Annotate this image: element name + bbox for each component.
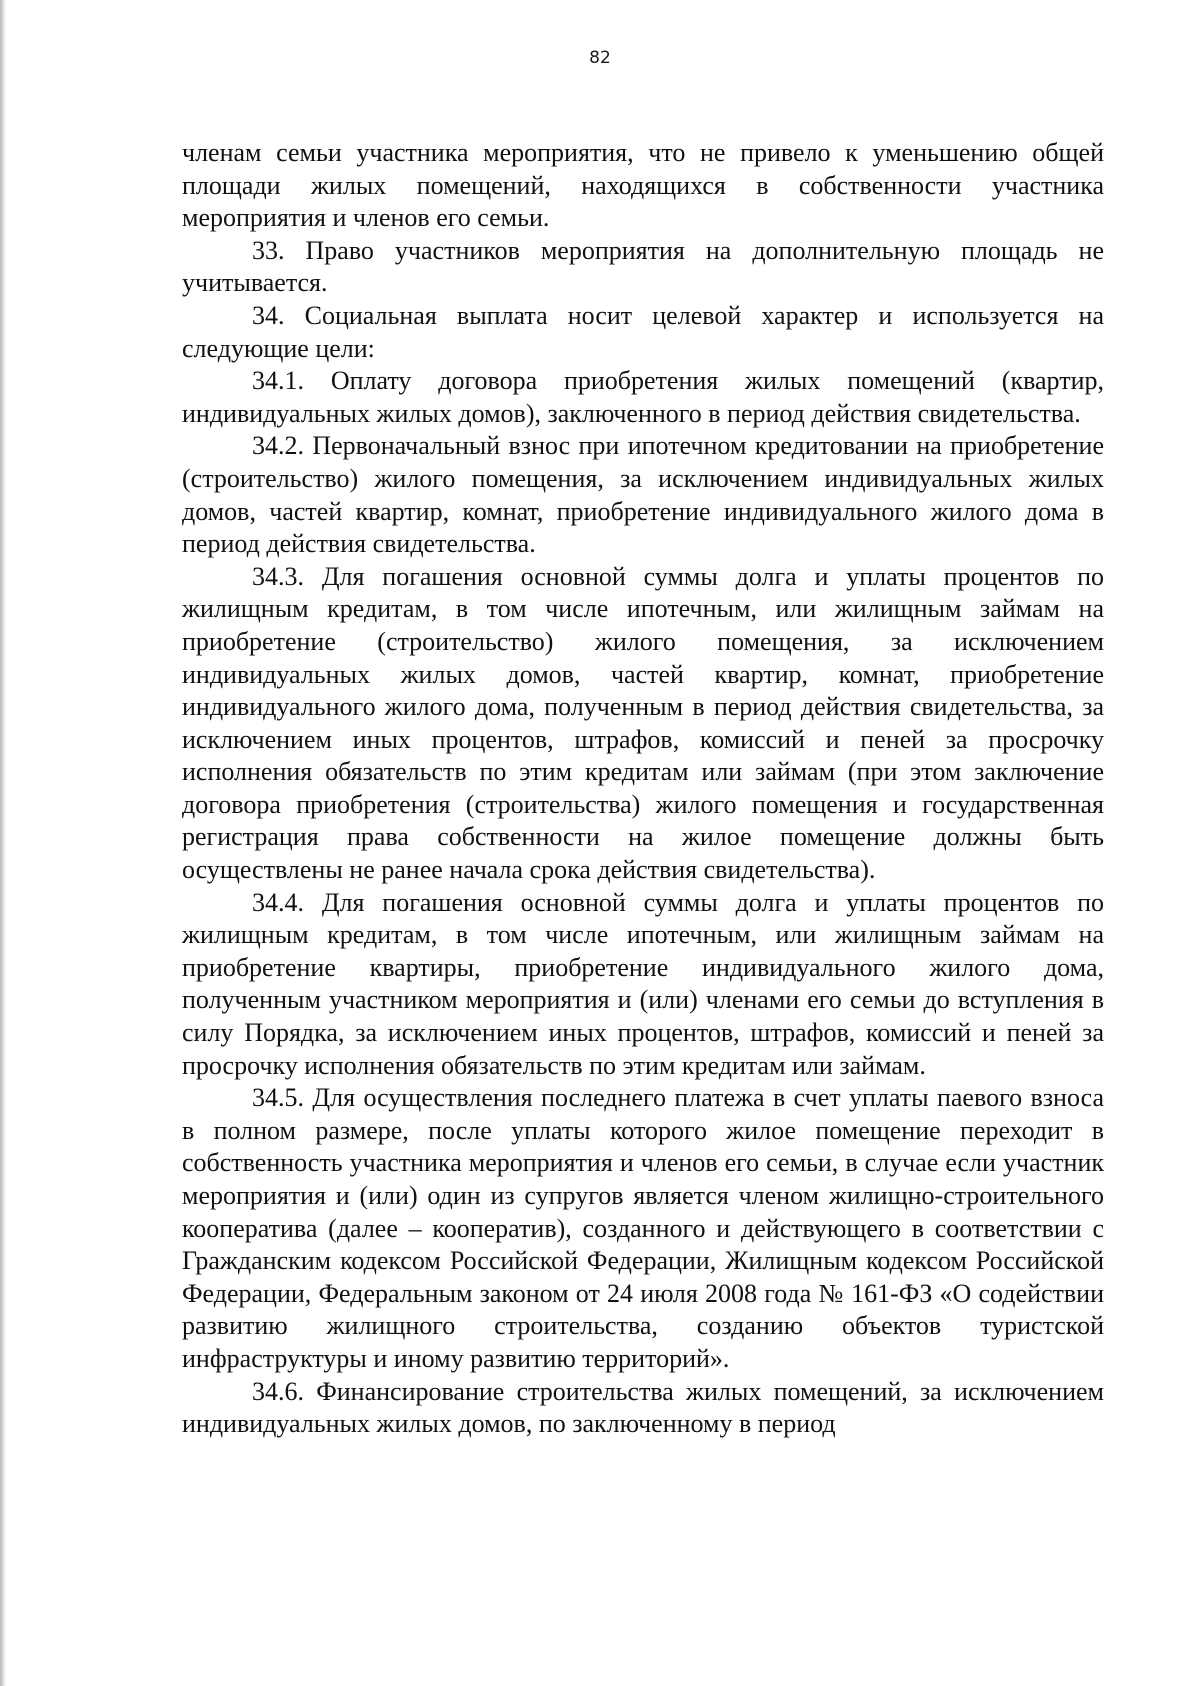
paragraph-34-3: 34.3. Для погашения основной суммы долга и уплаты процентов по жилищным кредитам, в том числе ипотечным, или жилищным займам на приобретение (строительство) жилого помещения, за исключением индивидуальных жилых домов, частей квартир, комнат, приобретение индивидуального жилого дома, полученным в период действия свидетельства, за исключением иных процентов, штрафов, комиссий и пеней за просрочку исполнения обязательств по этим кредитам или займам (при этом заключение договора приобретения (строительства) жилого помещения и государственная регистрация права собственности на жилое помещение должны быть осуществлены не ранее начала срока действия свидетельства). bbox=[182, 561, 1104, 885]
paragraph-33: 33. Право участников мероприятия на дополнительную площадь не учитывается. bbox=[182, 235, 1104, 298]
paragraph-continuation: членам семьи участника мероприятия, что не привело к уменьшению общей площади жилых помещений, находящихся в собственности участника мероприятия и членов его семьи. bbox=[182, 138, 1104, 233]
page-number: 82 bbox=[589, 48, 611, 68]
paragraph-34-2: 34.2. Первоначальный взнос при ипотечном кредитовании на приобретение (строительство) жилого помещения, за исключением индивидуальных жилых домов, частей квартир, комнат, приобретение индивидуального жилого дома в период действия свидетельства. bbox=[182, 431, 1104, 559]
paragraph-34-6: 34.6. Финансирование строительства жилых помещений, за исключением индивидуальных жилых домов, по заключенному в период bbox=[182, 1376, 1104, 1439]
scan-edge bbox=[0, 0, 6, 1686]
document-body bbox=[182, 137, 1104, 1441]
paragraph-34-5: 34.5. Для осуществления последнего платежа в счет уплаты паевого взноса в полном размере, после уплаты которого жилое помещение переходит в собственность участника мероприятия и членов его семьи, в случае если участник мероприятия и (или) один из супругов является членом жилищно-строительного кооператива (далее – кооператив), созданного и действующего в соответствии с Гражданским кодексом Российской Федерации, Жилищным кодексом Российской Федерации, Федеральным законом от 24 июля 2008 года № 161-ФЗ «О содействии развитию жилищного строительства, созданию объектов туристской инфраструктуры и иному развитию территорий». bbox=[182, 1083, 1104, 1373]
paragraph-34: 34. Социальная выплата носит целевой характер и используется на следующие цели: bbox=[182, 300, 1104, 363]
paragraph-34-4: 34.4. Для погашения основной суммы долга и уплаты процентов по жилищным кредитам, в том числе ипотечным, или жилищным займам на приобретение квартиры, приобретение индивидуального жилого дома, полученным участником мероприятия и (или) членами его семьи до вступления в силу Порядка, за исключением иных процентов, штрафов, комиссий и пеней за просрочку исполнения обязательств по этим кредитам или займам. bbox=[182, 887, 1104, 1080]
paragraph-34-1: 34.1. Оплату договора приобретения жилых помещений (квартир, индивидуальных жилых домов), заключенного в период действия свидетельства. bbox=[182, 366, 1104, 428]
